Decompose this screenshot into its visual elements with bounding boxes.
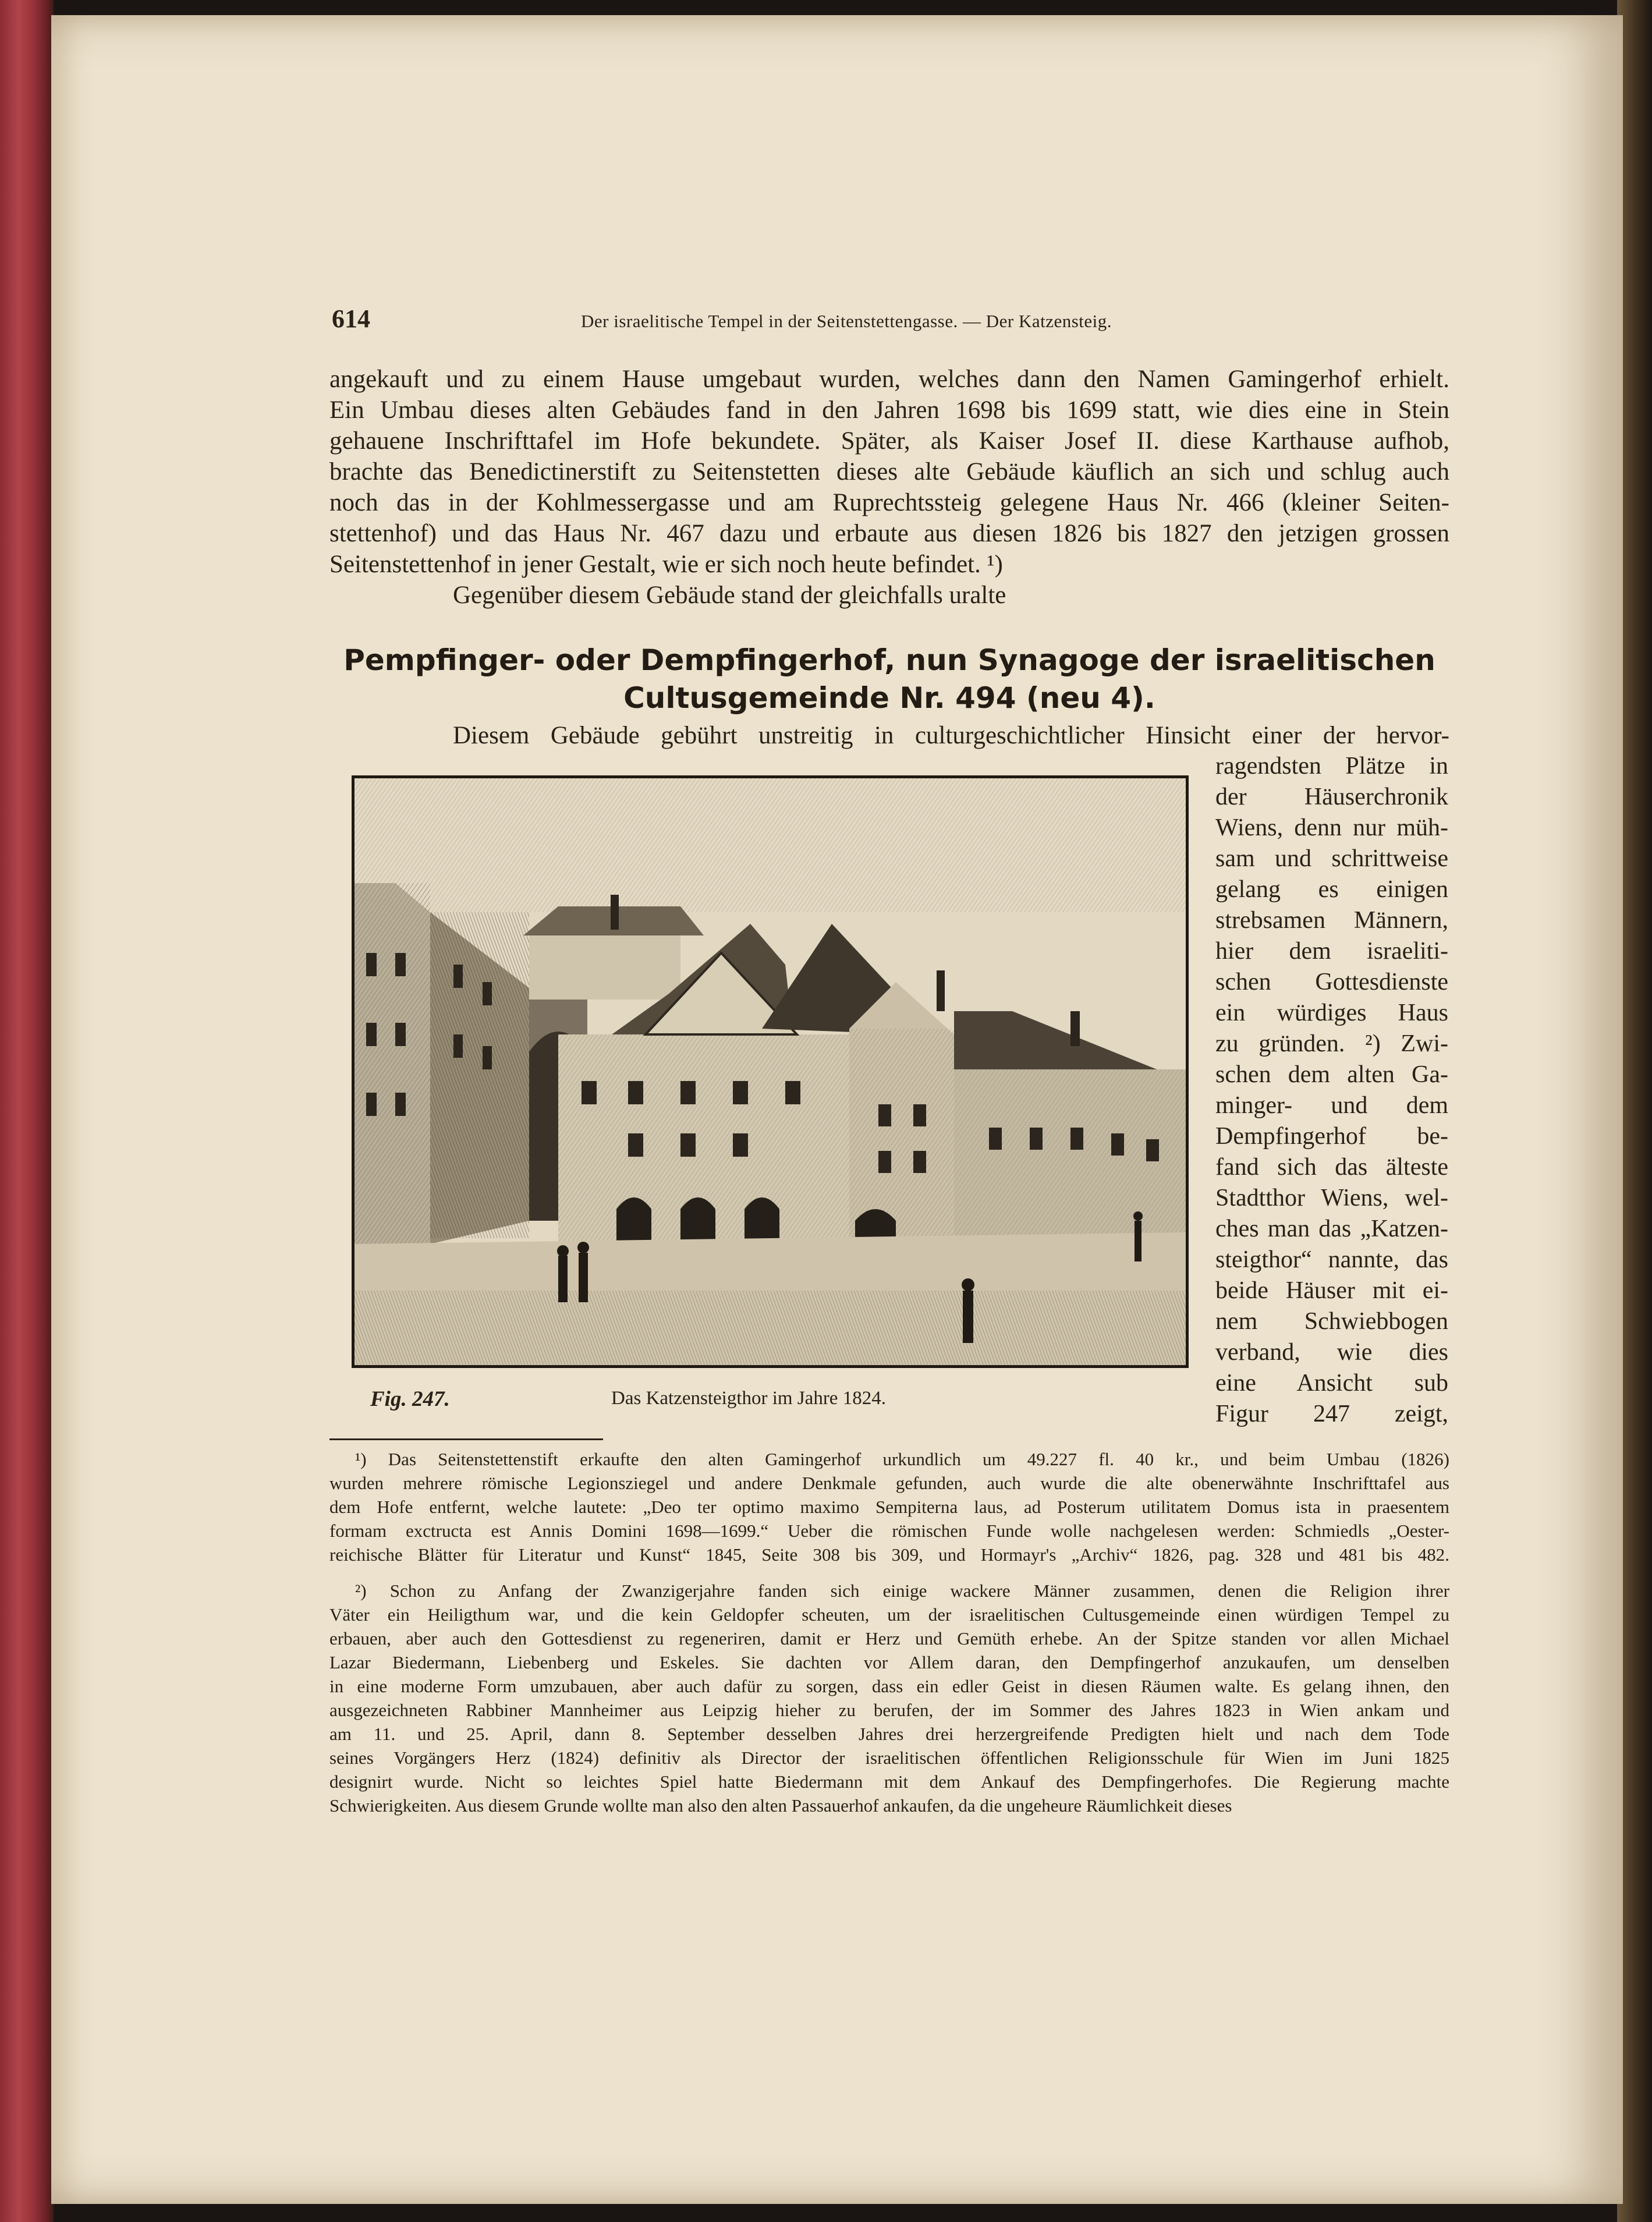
figure-label: Fig. 247. [370, 1387, 450, 1411]
wrap-text-line: ches man das „Katzen- [1215, 1215, 1448, 1242]
wrap-text-line: Stadtthor Wiens, wel- [1215, 1185, 1448, 1211]
body-indent-line: Gegenüber diesem Gebäude stand der gleichfalls uralte [453, 582, 1006, 609]
wrap-text-line: Wiens, denn nur müh- [1215, 814, 1448, 841]
section-heading-line-1: Pempfinger- oder Dempfingerhof, nun Synagoge der israelitischen [343, 643, 1435, 677]
page-number: 614 [332, 304, 370, 333]
footnote-line: reichische Blätter für Literatur und Kunst“ 1845, Seite 308 bis 309, und Hormayr's „Archiv“ 1826, pag. 328 und 481 bis 482. [329, 1544, 1449, 1565]
footnote-line: seines Vorgängers Herz (1824) definitiv als Director der israelitischen öffentlichen Religionsschule für Wien im Juni 1825 [329, 1748, 1449, 1768]
body-line: gehauene Inschrifttafel im Hofe bekundete. Später, als Kaiser Josef II. diese Karthause aufhob, [329, 427, 1449, 455]
body-line: Seitenstettenhof in jener Gestalt, wie er sich noch heute befindet. ¹) [329, 551, 1003, 578]
footnote-line: formam exctructa est Annis Domini 1698—1699.“ Ueber die römischen Funde wolle nachgelesen werden: Schmiedls „Oester- [329, 1521, 1449, 1541]
footnote-line: designirt wurde. Nicht so leichtes Spiel hatte Biedermann mit dem Ankauf des Dempfingerhofes. Die Regierung machte [329, 1771, 1449, 1792]
book-spine-edge [0, 0, 54, 2222]
wrap-text-line: ragendsten Plätze in [1215, 753, 1448, 779]
wrap-text-line: zu gründen. ²) Zwi- [1215, 1030, 1448, 1057]
wrap-text-line: hier dem israeliti- [1215, 938, 1448, 965]
footnote-line: Lazar Biedermann, Liebenberg und Eskeles. Sie dachten vor Allem daran, den Dempfingerhof anzukaufen, um denselben [329, 1652, 1449, 1672]
wrap-text-line: verband, wie dies [1215, 1339, 1448, 1366]
wrap-text-line: schen dem alten Ga- [1215, 1061, 1448, 1088]
footnote-line: ausgezeichneten Rabbiner Mannheimer aus Leipzig hieher zu berufen, der im Sommer des Jahres 1823 in Wien ankam und [329, 1700, 1449, 1720]
body-line: brachte das Benedictinerstift zu Seitenstetten dieses alte Gebäude käuflich an sich und schlug auch [329, 458, 1449, 485]
wrap-text-line: ein würdiges Haus [1215, 1000, 1448, 1026]
wrap-text-line: minger- und dem [1215, 1092, 1448, 1119]
wrap-text-line: nem Schwiebbogen [1215, 1308, 1448, 1335]
footnote-line: am 11. und 25. April, dann 8. September desselben Jahres drei herzergreifende Predigten hielt und nach dem Tode [329, 1724, 1449, 1744]
wrap-text-line: gelang es einigen [1215, 876, 1448, 903]
body-line: noch das in der Kohlmessergasse und am Ruprechtssteig gelegene Haus Nr. 466 (kleiner Seiten- [329, 489, 1449, 516]
running-head: Der israelitische Tempel in der Seitenstettengasse. — Der Katzensteig. [581, 311, 1112, 331]
body-line: stettenhof) und das Haus Nr. 467 dazu und erbaute aus diesen 1826 bis 1827 den jetzigen grossen [329, 520, 1449, 547]
body-line: angekauft und zu einem Hause umgebaut wurden, welches dann den Namen Gamingerhof erhielt. [329, 366, 1449, 393]
body-line: Ein Umbau dieses alten Gebäudes fand in den Jahren 1698 bis 1699 statt, wie dies eine in Stein [329, 396, 1449, 424]
wrap-text-line: Dempfingerhof be- [1215, 1123, 1448, 1150]
figure-image [352, 775, 1189, 1368]
wrap-text-line: strebsamen Männern, [1215, 907, 1448, 934]
engraving-illustration-icon [354, 778, 1186, 1365]
section-heading-line-2: Cultusgemeinde Nr. 494 (neu 4). [623, 681, 1155, 715]
footnote-line: ¹) Das Seitenstettenstift erkaufte den alten Gamingerhof urkundlich um 49.227 fl. 40 kr., und beim Umbau (1826) [355, 1449, 1449, 1469]
footnote-divider [329, 1438, 603, 1440]
footnote-line: Väter ein Heiligthum war, und die kein Geldopfer scheuten, um der israelitischen Cultusgemeinde einen würdigen Tempel zu [329, 1604, 1449, 1625]
wrap-text-line: eine Ansicht sub [1215, 1370, 1448, 1397]
wrap-text-line: Figur 247 zeigt, [1215, 1401, 1448, 1427]
wrap-text-line: beide Häuser mit ei- [1215, 1277, 1448, 1304]
figure-caption: Das Katzensteigthor im Jahre 1824. [611, 1388, 886, 1409]
wrap-text-line: schen Gottesdienste [1215, 969, 1448, 995]
wrap-text-line: sam und schrittweise [1215, 845, 1448, 872]
wrap-text-line: fand sich das älteste [1215, 1154, 1448, 1181]
wrap-text-line: der Häuserchronik [1215, 784, 1448, 810]
footnote-line: in eine moderne Form umzubauen, aber auch dafür zu sorgen, dass ein edler Geist in diesen Räumen walte. Es gelang ihnen, den [329, 1676, 1449, 1696]
footnote-line: Schwierigkeiten. Aus diesem Grunde wollte man also den alten Passauerhof ankaufen, da die ungeheure Räumlichkeit dieses [329, 1795, 1232, 1816]
footnote-line: erbauen, aber auch den Gottesdienst zu regeneriren, damit er Herz und Gemüth erhebe. An der Spitze standen vor allen Michael [329, 1628, 1449, 1649]
footnote-line: ²) Schon zu Anfang der Zwanzigerjahre fanden sich einige wackere Männer zusammen, denen die Religion ihrer [355, 1580, 1449, 1601]
footnote-line: wurden mehrere römische Legionsziegel und andere Denkmale gefunden, auch wurde die alte obenerwähnte Inschrifttafel aus [329, 1473, 1449, 1493]
wrap-text-line: steigthor“ nannte, das [1215, 1246, 1448, 1273]
footnote-line: dem Hofe entfernt, welche lautete: „Deo ter optimo maximo Sempiterna laus, ad Posterum utilitatem Domus ista in praesentem [329, 1497, 1449, 1517]
section-first-line: Diesem Gebäude gebührt unstreitig in culturgeschichtlicher Hinsicht einer der hervor- [453, 722, 1449, 749]
